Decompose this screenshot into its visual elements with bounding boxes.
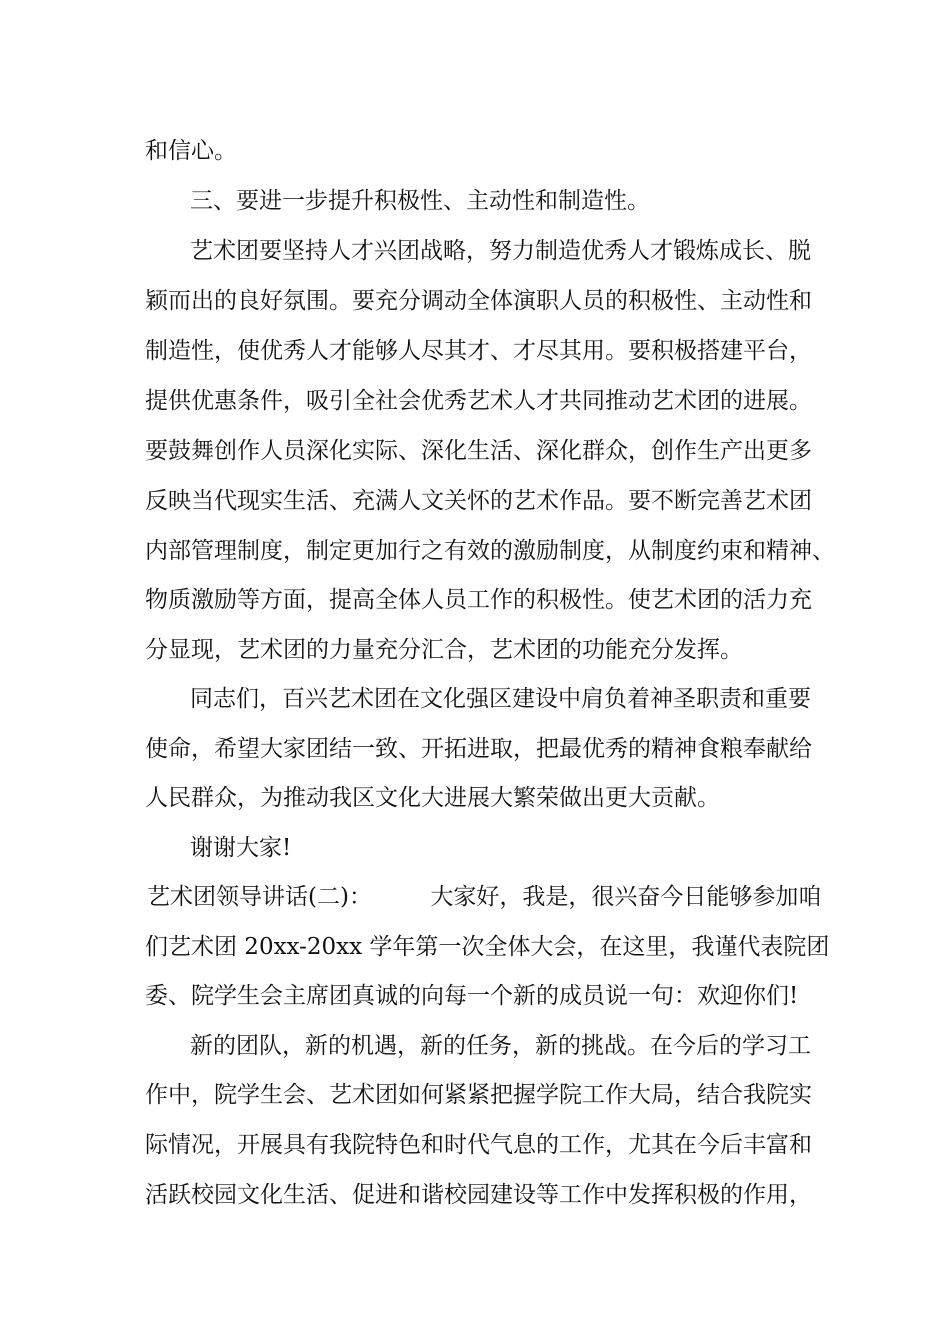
text-line: 物质激励等方面，提高全体人员工作的积极性。使艺术团的活力充 — [145, 587, 812, 613]
text-line: 际情况，开展具有我院特色和时代气息的工作，尤其在今后丰富和 — [145, 1132, 812, 1158]
text-line: 提供优惠条件，吸引全社会优秀艺术人才共同推动艺术团的进展。 — [145, 388, 812, 414]
text-line: 人民群众，为推动我区文化大进展大繁荣做出更大贡献。 — [145, 785, 720, 811]
text-line: 新的团队，新的机遇，新的任务，新的挑战。在今后的学习工 — [190, 1033, 811, 1059]
text-line: 同志们，百兴艺术团在文化强区建设中肩负着神圣职责和重要 — [190, 686, 811, 712]
section-title-line: 艺术团领导讲话(二)： 大家好，我是，很兴奋今日能够参加咱 — [147, 884, 822, 910]
text-line: 活跃校园文化生活、促进和谐校园建设等工作中发挥积极的作用， — [145, 1182, 812, 1208]
text-line: 们艺术团 20xx-20xx 学年第一次全体大会，在这里，我谨代表院团 — [145, 934, 830, 960]
text-line: 艺术团要坚持人才兴团战略，努力制造优秀人才锻炼成长、脱 — [190, 238, 811, 264]
text-line: 作中，院学生会、艺术团如何紧紧把握学院工作大局，结合我院实 — [145, 1082, 812, 1108]
text-line: 要鼓舞创作人员深化实际、深化生活、深化群众，创作生产出更多 — [145, 438, 812, 464]
text-line: 和信心。 — [145, 138, 237, 164]
text-line: 反映当代现实生活、充满人文关怀的艺术作品。要不断完善艺术团 — [145, 488, 812, 514]
closing-line: 谢谢大家! — [190, 835, 292, 861]
section-heading: 三、要进一步提升积极性、主动性和制造性。 — [190, 188, 650, 214]
text-line: 内部管理制度，制定更加行之有效的激励制度，从制度约束和精神、 — [145, 538, 835, 564]
text-line: 制造性，使优秀人才能够人尽其才、才尽其用。要积极搭建平台， — [145, 338, 812, 364]
text-line: 委、院学生会主席团真诚的向每一个新的成员说一句：欢迎你们! — [145, 983, 799, 1009]
text-line: 使命，希望大家团结一致、开拓进取，把最优秀的精神食粮奉献给 — [145, 736, 812, 762]
text-line: 颖而出的良好氛围。要充分调动全体演职人员的积极性、主动性和 — [145, 288, 812, 314]
text-line: 分显现，艺术团的力量充分汇合，艺术团的功能充分发挥。 — [145, 637, 743, 663]
